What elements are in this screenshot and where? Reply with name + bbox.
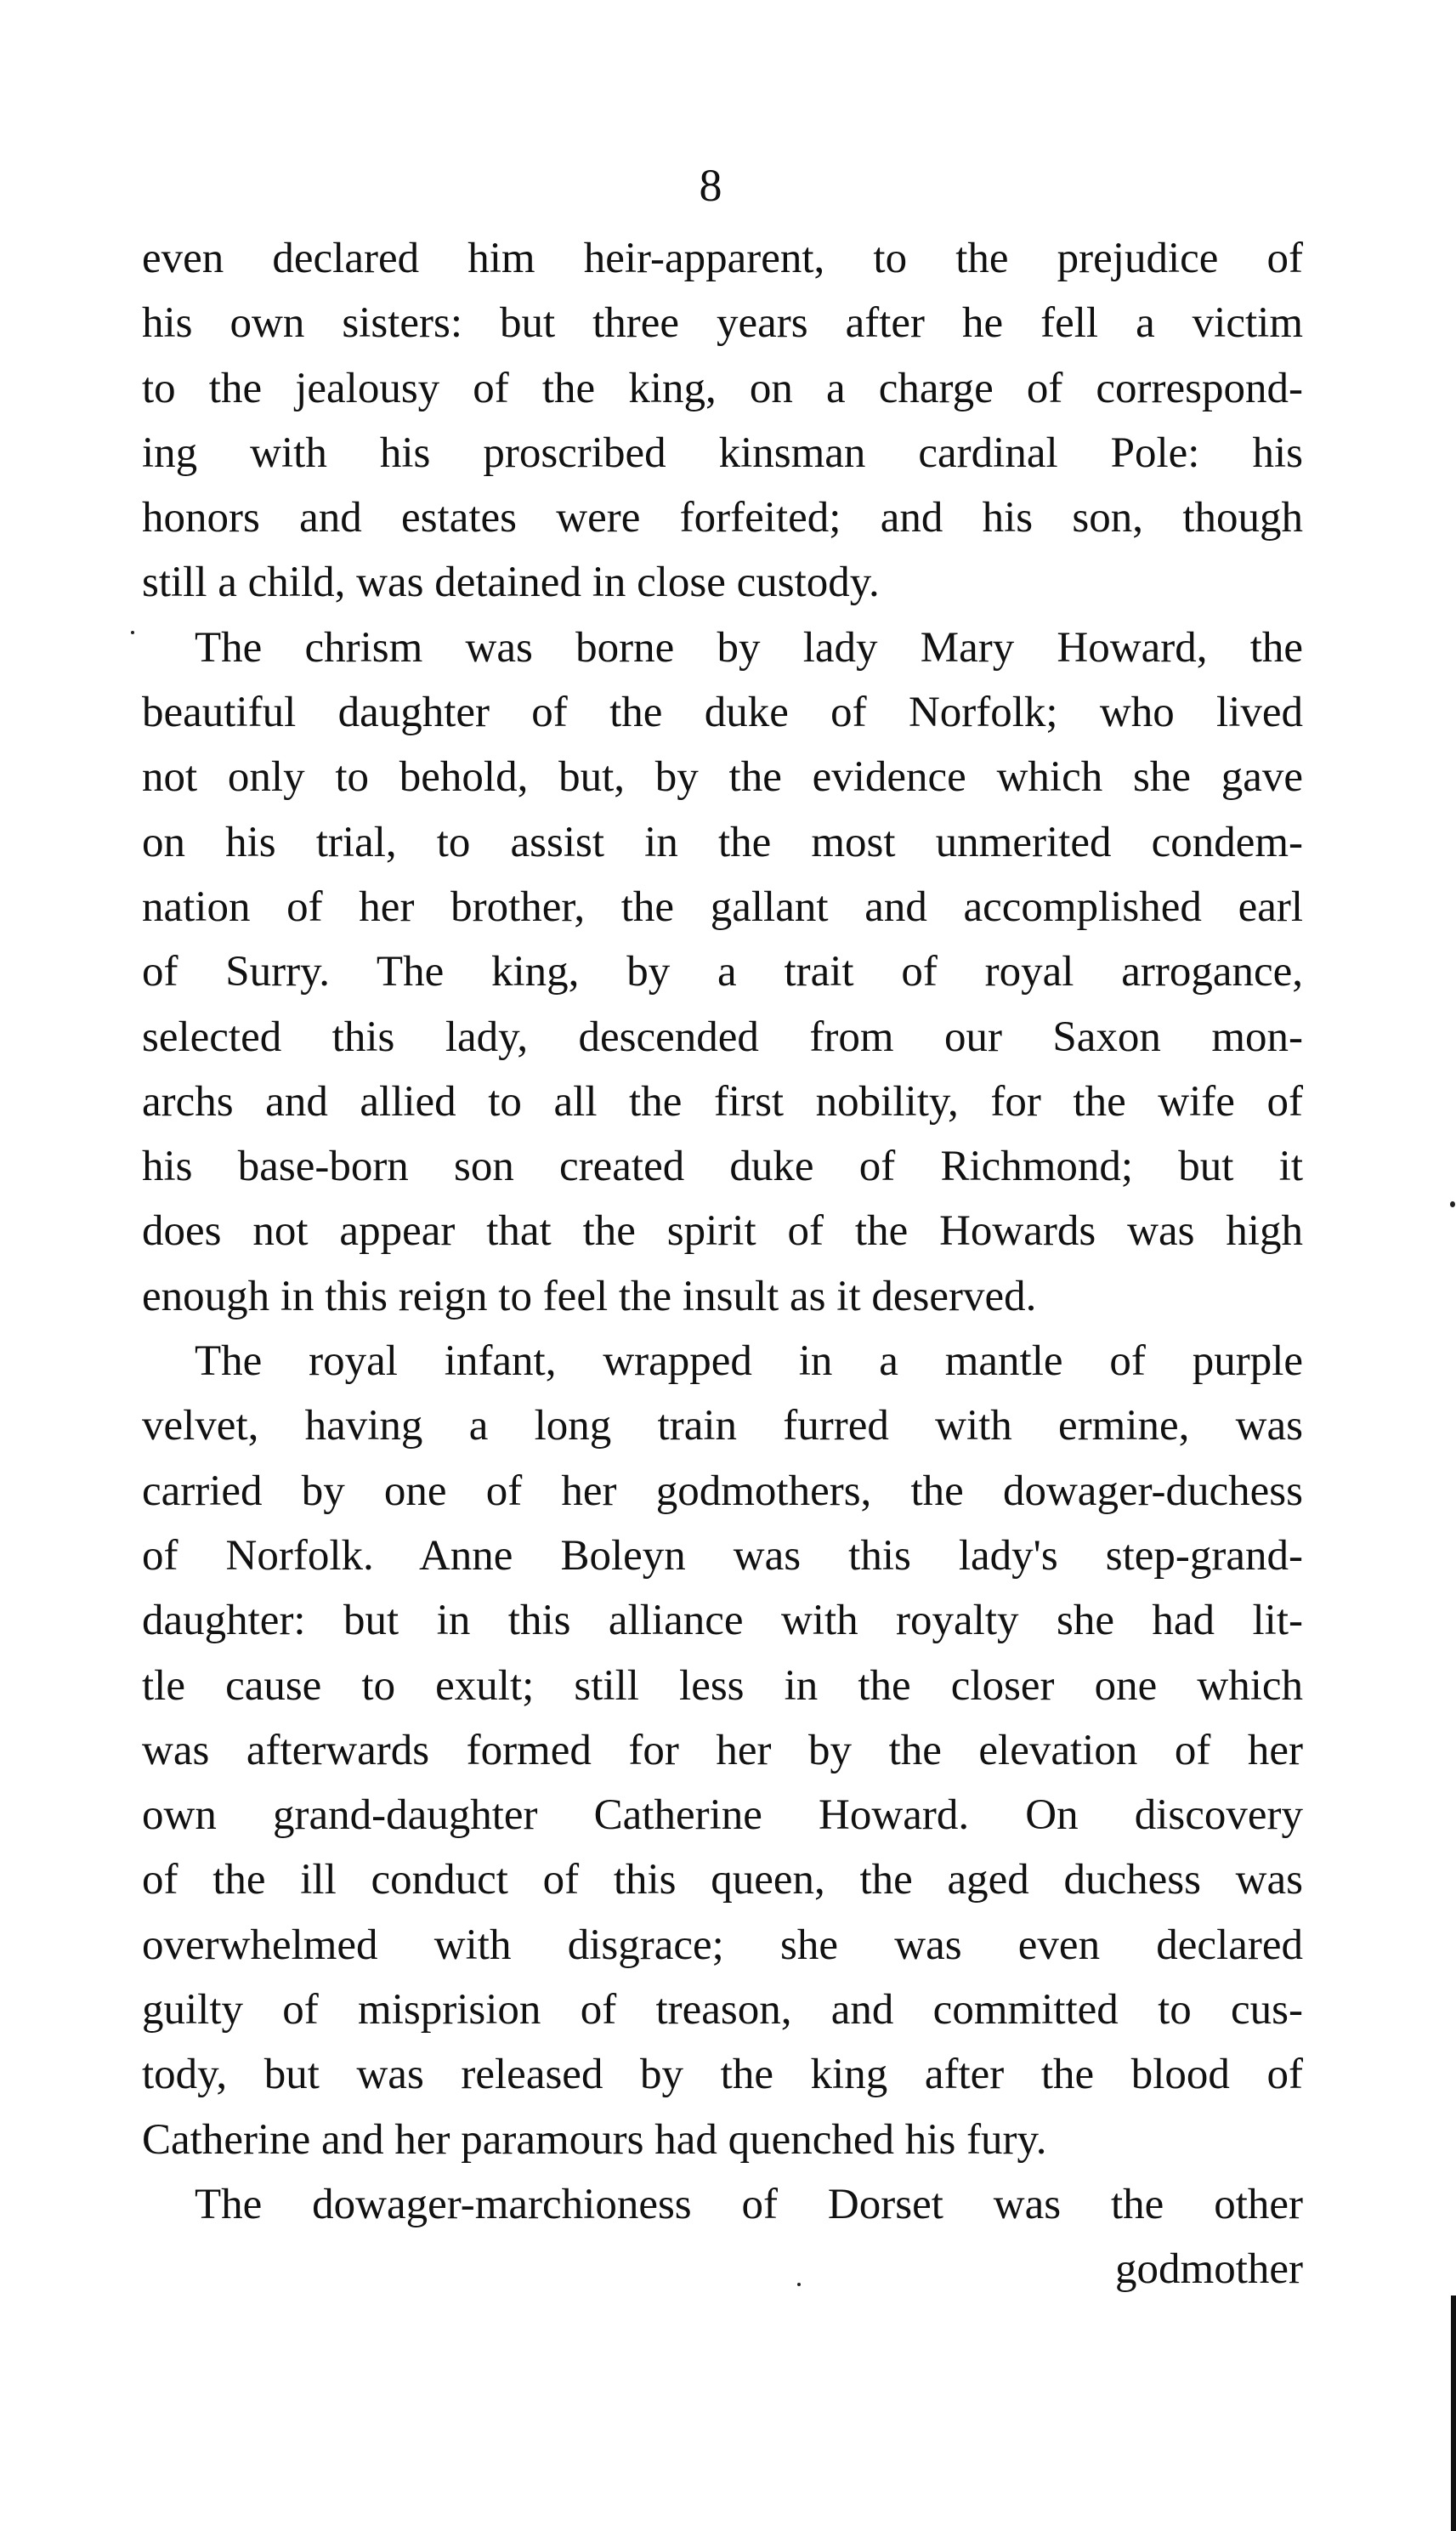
scan-speck <box>1450 1201 1455 1207</box>
scan-speck <box>131 631 134 634</box>
text-line: his base-born son created duke of Richmond; but it <box>142 1143 1303 1191</box>
text-line: Catherine and her paramours had quenched his fury. <box>142 2115 1047 2164</box>
text-line: honors and estates were forfeited; and his son, though <box>142 494 1303 542</box>
text-line: to the jealousy of the king, on a charge of correspond- <box>142 364 1303 412</box>
text-line: own grand-daughter Catherine Howard. On discovery <box>142 1791 1303 1840</box>
text-line: tle cause to exult; still less in the closer one which <box>142 1661 1303 1710</box>
text-line: The dowager-marchioness of Dorset was the other <box>195 2180 1303 2228</box>
text-line: of Surry. The king, by a trait of royal arrogance, <box>142 948 1303 996</box>
text-line: on his trial, to assist in the most unmerited condem- <box>142 818 1303 866</box>
text-line: selected this lady, descended from our Saxon mon- <box>142 1013 1303 1061</box>
text-line: beautiful daughter of the duke of Norfolk; who lived <box>142 689 1303 737</box>
text-line: guilty of misprision of treason, and committed to cus- <box>142 1986 1303 2034</box>
text-line: does not appear that the spirit of the Howards was high <box>142 1207 1303 1256</box>
scan-speck <box>797 2283 801 2286</box>
text-line: of Norfolk. Anne Boleyn was this lady's step-grand- <box>142 1531 1303 1580</box>
text-line: velvet, having a long train furred with ermine, was <box>142 1402 1303 1450</box>
text-line: overwhelmed with disgrace; she was even declared <box>142 1921 1303 1969</box>
scan-page-edge <box>1451 2295 1456 2531</box>
catchword: godmother <box>1115 2245 1303 2294</box>
text-line: tody, but was released by the king after the blood of <box>142 2051 1303 2099</box>
text-line: enough in this reign to feel the insult as it deserved. <box>142 1272 1037 1320</box>
text-line: of the ill conduct of this queen, the aged duchess was <box>142 1856 1303 1904</box>
text-line: his own sisters: but three years after he fell a victim <box>142 299 1303 348</box>
text-line: daughter: but in this alliance with royalty she had lit- <box>142 1597 1303 1645</box>
text-line: ing with his proscribed kinsman cardinal Pole: his <box>142 428 1303 477</box>
text-line: The chrism was borne by lady Mary Howard, the <box>195 623 1303 672</box>
text-line: archs and allied to all the first nobility, for the wife of <box>142 1077 1303 1126</box>
text-line: nation of her brother, the gallant and accomplished earl <box>142 882 1303 931</box>
text-line: was afterwards formed for her by the elevation of her <box>142 1726 1303 1774</box>
text-line: still a child, was detained in close custody. <box>142 559 880 607</box>
text-line: The royal infant, wrapped in a mantle of purple <box>195 1337 1303 1386</box>
text-line: carried by one of her godmothers, the dowager-duchess <box>142 1467 1303 1515</box>
text-line: even declared him heir-apparent, to the prejudice of <box>142 235 1303 282</box>
page-number: 8 <box>699 160 722 211</box>
page-body-text <box>142 226 1303 2302</box>
text-line: not only to behold, but, by the evidence which she gave <box>142 753 1303 802</box>
